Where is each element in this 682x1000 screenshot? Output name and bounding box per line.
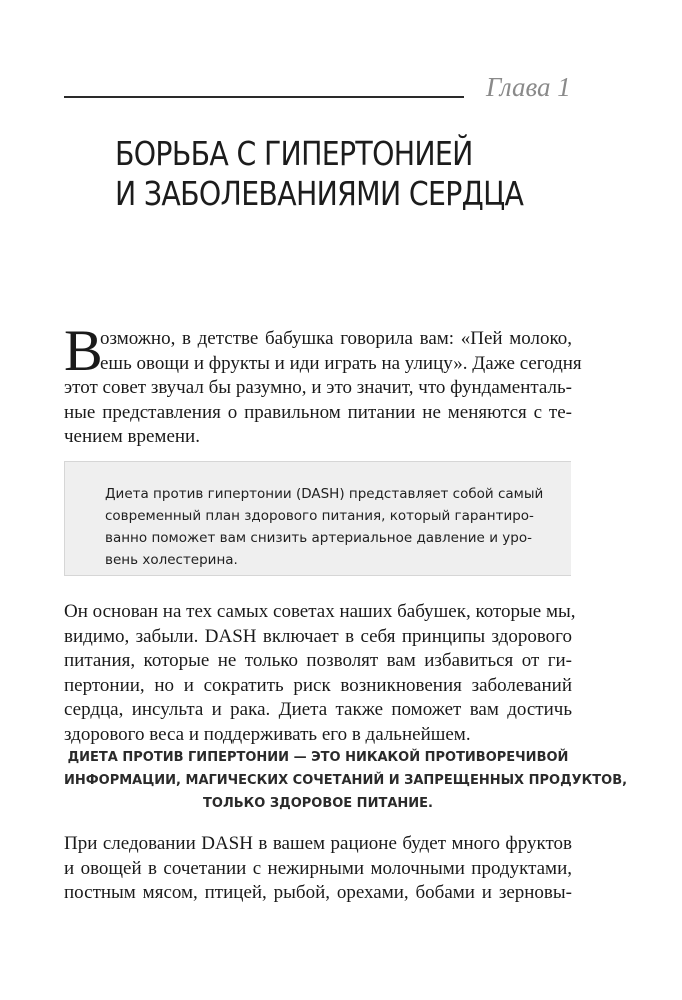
emphasis-line: ИНФОРМАЦИИ, МАГИЧЕСКИХ СОЧЕТАНИЙ И ЗАПРЕЩЕННЫХ ПРОДУКТОВ, xyxy=(64,773,628,788)
chapter-title xyxy=(115,134,524,214)
emphasis-line: ДИЕТА ПРОТИВ ГИПЕРТОНИИ — ЭТО НИКАКОЙ ПРОТИВОРЕЧИВОЙ xyxy=(67,750,569,765)
paragraph-line: видимо, забыли. DASH включает в себя принципы здорового xyxy=(64,625,572,647)
chapter-title-line-2: И ЗАБОЛЕВАНИЯМИ СЕРДЦА xyxy=(115,174,524,213)
callout-line: современный план здорового питания, который гарантиро- xyxy=(105,508,534,524)
emphasis-line: ТОЛЬКО ЗДОРОВОЕ ПИТАНИЕ. xyxy=(203,796,433,811)
paragraph-line: Он основан на тех самых советах наших бабушек, которые мы, xyxy=(64,601,576,622)
chapter-title-line-1: БОРЬБА С ГИПЕРТОНИЕЙ xyxy=(115,134,473,173)
paragraph-line: При следовании DASH в вашем рационе будет много фруктов xyxy=(64,833,572,854)
paragraph-line: и овощей в сочетании с нежирными молочными продуктами, xyxy=(64,857,572,879)
paragraph-line: пертонии, но и сократить риск возникновения заболеваний xyxy=(64,674,572,696)
body-paragraph-3 xyxy=(64,832,572,906)
chapter-header-rule xyxy=(64,96,464,98)
callout-line: вень холестерина. xyxy=(105,552,238,568)
paragraph-line: питания, которые не только позволят вам избавиться от ги- xyxy=(64,650,572,671)
callout-line: ванно поможет вам снизить артериальное давление и уро- xyxy=(105,530,532,546)
paragraph-line: сердца, инсульта и рака. Диета также поможет вам достичь xyxy=(64,699,572,720)
paragraph-line: этот совет звучал бы разумно, и это значит, что фундаменталь- xyxy=(64,377,572,398)
body-paragraph-2 xyxy=(64,600,576,747)
paragraph-line: озможно, в детстве бабушка говорила вам: «Пей молоко, xyxy=(100,328,572,349)
chapter-label: Глава 1 xyxy=(486,72,571,102)
callout-line: Диета против гипертонии (DASH) представляет собой самый xyxy=(105,486,544,502)
drop-cap: В xyxy=(64,318,103,383)
callout-box xyxy=(64,461,571,576)
paragraph-line: чением времени. xyxy=(64,426,200,447)
emphasis-statement xyxy=(64,746,628,815)
paragraph-line: постным мясом, птицей, рыбой, орехами, бобами и зерновы- xyxy=(64,882,572,903)
paragraph-line: здорового веса и поддерживать его в дальнейшем. xyxy=(64,723,471,745)
paragraph-line: ешь овощи и фрукты и иди играть на улицу». Даже сегодня xyxy=(100,352,582,374)
callout-text xyxy=(105,483,544,571)
paragraph-line: ные представления о правильном питании не меняются с те- xyxy=(64,401,572,423)
intro-paragraph xyxy=(64,318,582,450)
